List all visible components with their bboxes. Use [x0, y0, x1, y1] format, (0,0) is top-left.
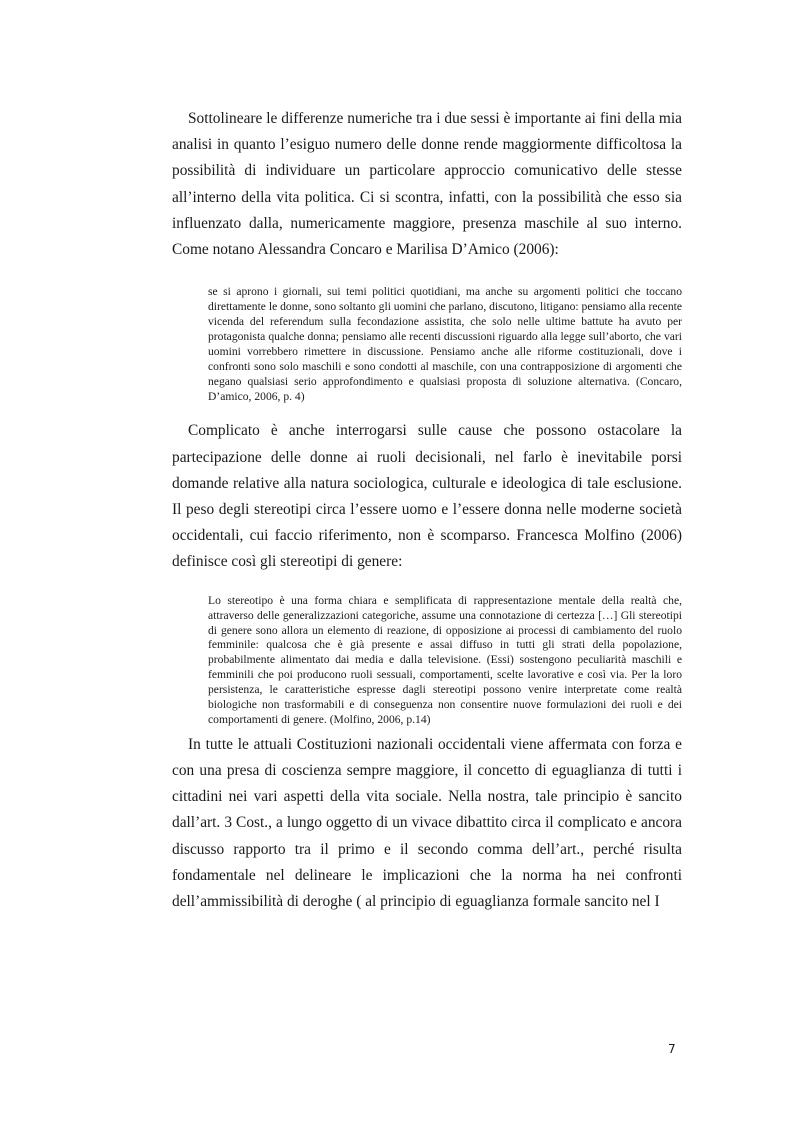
- body-paragraph: Sottolineare le differenze numeriche tra i due sessi è importante ai fini della mia analisi in quanto l’esiguo numero delle donne rende maggiormente difficoltosa la possibilità di individuare un particolare approccio comunicativo delle stesse all’interno della vita politica. Ci si scontra, infatti, con la possibilità che esso sia influenzato dalla, numericamente maggiore, presenza maschile al suo interno. Come notano Alessandra Concaro e Marilisa D’Amico (2006):: [172, 110, 682, 259]
- block-quote: Lo stereotipo è una forma chiara e semplificata di rappresentazione mentale della realtà che, attraverso delle generalizzazioni categoriche, assume una connotazione di certezza […] Gli stereotipi di genere sono allora un elemento di reazione, di opposizione ai processi di cambiamento del ruolo femminile: qualcosa che è già presente e assai diffuso in tutti gli strati della popolazione, probabilmente alimentato dai media e dalla televisione. (Essi) sostengono peculiarità maschili e femminili che poi producono ruoli sessuali, comportamenti, scelte lavorative e così via. Per la loro persistenza, le caratteristiche espresse dagli stereotipi possono venire interpretate come realtà biologiche non trasformabili e di conseguenza non consentire nuove formulazioni dei ruoli e dei comportamenti di genere. (Molfino, 2006, p.14): [208, 593, 682, 726]
- body-paragraph: Complicato è anche interrogarsi sulle cause che possono ostacolare la partecipazione delle donne ai ruoli decisionali, nel farlo è inevitabile porsi domande relative alla natura sociologica, culturale e ideologica di tale esclusione. Il peso degli stereotipi circa l’essere uomo e l’essere donna nelle moderne società occidentali, cui faccio riferimento, non è scomparso. Francesca Molfino (2006) definisce così gli stereotipi di genere:: [172, 422, 682, 571]
- page-number: 7: [668, 1042, 676, 1056]
- page-body: [172, 106, 682, 915]
- block-quote: se si aprono i giornali, sui temi politici quotidiani, ma anche su argomenti politici che toccano direttamente le donne, sono soltanto gli uomini che parlano, discutono, litigano: pensiamo alla recente vicenda del referendum sulla fecondazione assistita, che solo nelle ultime battute ha avuto per protagonista qualche donna; pensiamo alle recenti discussioni riguardo alla legge sull’aborto, che vari uomini vorrebbero rimettere in discussione. Pensiamo anche alle riforme costituzionali, dove i confronti sono solo maschili e sono condotti al maschile, con una contrapposizione di argomenti che negano qualsiasi serio approfondimento e qualsiasi proposta di soluzione alternativa. (Concaro, D’amico, 2006, p. 4): [208, 285, 682, 403]
- body-paragraph: In tutte le attuali Costituzioni nazionali occidentali viene affermata con forza e con una presa di coscienza sempre maggiore, il concetto di eguaglianza di tutti i cittadini nei vari aspetti della vita sociale. Nella nostra, tale principio è sancito dall’art. 3 Cost., a lungo oggetto di un vivace dibattito circa il complicato e ancora discusso rapporto tra il primo e il secondo comma dell’art., perché risulta fondamentale nel delineare le implicazioni che la norma ha nei confronti dell’ammissibilità di deroghe ( al principio di eguaglianza formale sancito nel I: [172, 735, 682, 911]
